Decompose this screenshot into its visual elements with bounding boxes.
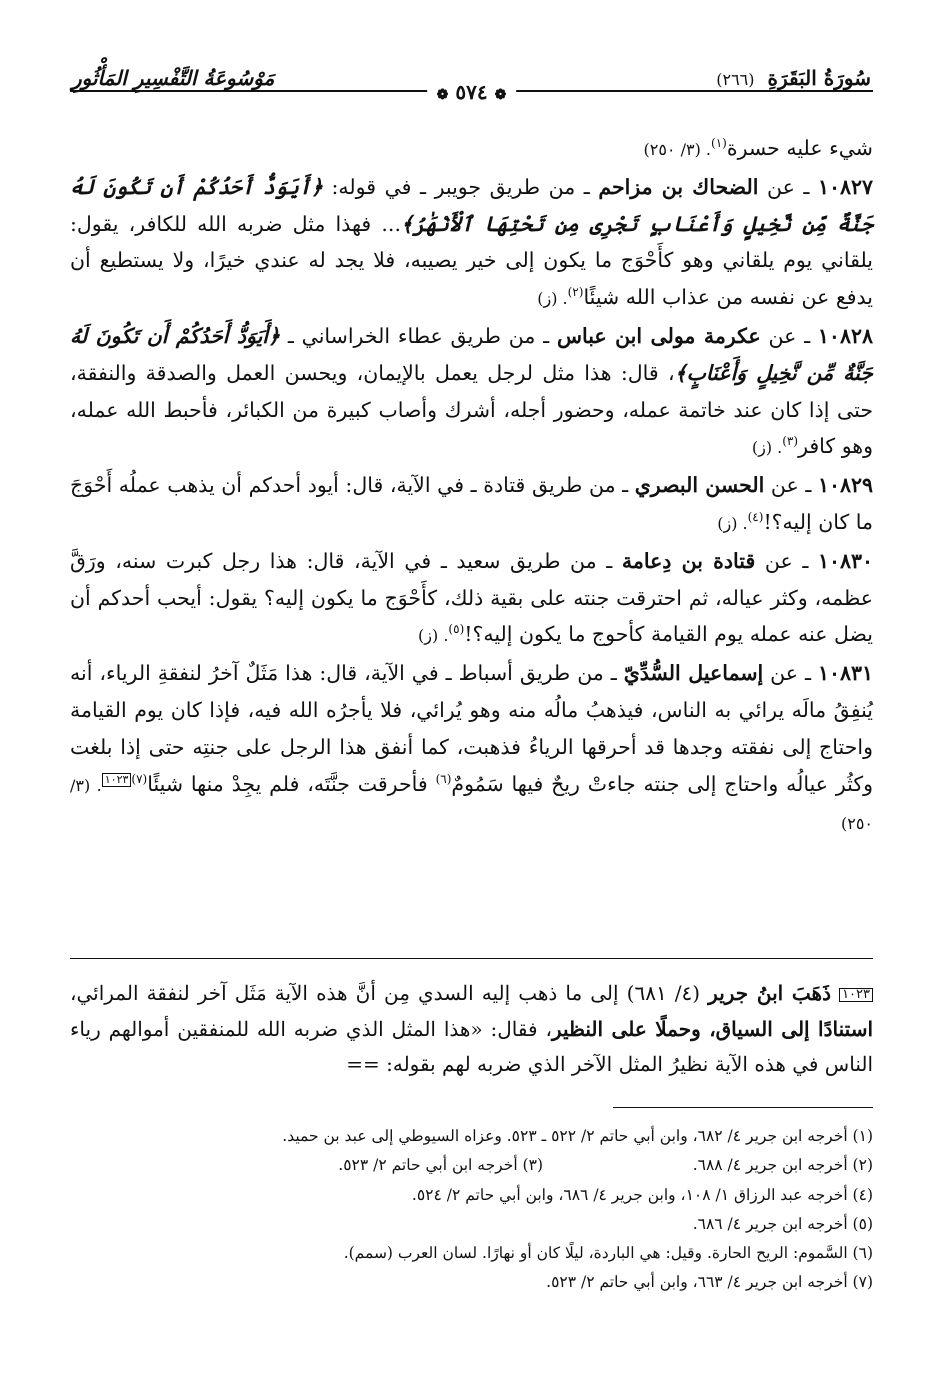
athar-10829 bbox=[70, 467, 873, 543]
volume-ref: . (ز) bbox=[717, 513, 748, 533]
quran-quote: ﴿أَيَوَدُّ أَحَدُكُمْ أَن تَكُونَ لَهُ جَنَّةٌ مِّن نَّخِيلٍ وَأَعْنَابٍ تَجْرِى مِن تَحْتِهَا ٱلْأَنْهَٰرُ﴾ bbox=[70, 174, 873, 236]
book-title: مَوْسُوعَةُ التَّفْسِيرِ المَأْثُورِ bbox=[72, 66, 275, 90]
text: ـ عن bbox=[764, 473, 818, 498]
athar-number: ١٠٨٢٩ bbox=[817, 473, 873, 498]
page-number-group bbox=[427, 80, 517, 104]
text: ـ من طريق عطاء الخراساني ـ bbox=[280, 323, 557, 348]
footnotes bbox=[70, 1122, 873, 1298]
footnote-1: (١) أخرجه ابن جرير ٤/ ٦٨٢، وابن أبي حاتم ٢/ ٥٢٢ ـ ٥٢٣. وعزاه السيوطي إلى عبد بن حميد. bbox=[282, 1127, 873, 1145]
footnote-4: (٤) أخرجه عبد الرزاق ١/ ١٠٨، وابن جرير ٤/ ٦٨٦، وابن أبي حاتم ٢/ ٥٢٤. bbox=[411, 1185, 873, 1204]
text: ـ عن bbox=[755, 548, 818, 573]
surah-heading bbox=[716, 66, 871, 90]
volume-ref: . (ز) bbox=[537, 289, 568, 309]
quran-quote: ﴿أَيَوَدُّ أَحَدُكُمْ أَن تَكُونَ لَهُ جَنَّةٌ مِّن نَّخِيلٍ وَأَعْنَابٍ﴾ bbox=[70, 323, 873, 385]
text: ـ من طريق قتادة ـ في الآية، قال: أيود أحدكم أن يذهب عملُه أَحْوَجَ ما كان إليه؟! bbox=[70, 473, 873, 534]
text: (٤/ ٦٨١) إلى ما ذهب إليه السدي مِن أنَّ هذه الآية مَثَل آخر لنفقة المرائي، bbox=[70, 981, 709, 1005]
commentary-note bbox=[70, 976, 873, 1083]
narrator-name: الحسن البصري bbox=[634, 473, 765, 498]
footnote-6: (٦) السَّموم: الريح الحارة. وقيل: هي الباردة، ليلًا كان أو نهارًا. لسان العرب (سمم). bbox=[343, 1244, 873, 1263]
volume-ref: . (ز) bbox=[418, 626, 449, 646]
footnote-ref[interactable]: (٥) bbox=[448, 622, 465, 637]
athar-10827 bbox=[70, 169, 873, 318]
text: ، قال: هذا مثل لرجل يعمل بالإيمان، ويحسن العمل والصدقة والنفقة، حتى إذا كان عند خاتمة عمله، وحضور أجله، أشرك وأصاب كبيرة من الكبائر، فأحبط الله عمله، وهو كافر bbox=[70, 360, 873, 459]
commentary-paragraph bbox=[70, 976, 873, 1083]
ornament-icon: ❁ bbox=[436, 87, 449, 103]
commentary-ref-box[interactable]: ١٠٢٣ bbox=[102, 773, 132, 787]
footnote-ref[interactable]: (٤) bbox=[747, 510, 764, 525]
volume-ref: . (ز) bbox=[751, 438, 783, 458]
text: ـ عن bbox=[758, 174, 818, 199]
athar-number: ١٠٨٣١ bbox=[817, 661, 873, 686]
footnote-7: (٧) أخرجه ابن جرير ٤/ ٦٦٣، وابن أبي حاتم ٢/ ٥٢٣. bbox=[546, 1273, 873, 1292]
footnote-3: (٣) أخرجه ابن أبي حاتم ٢/ ٥٢٣. bbox=[338, 1156, 543, 1175]
footnote-row bbox=[70, 1151, 873, 1180]
text: ـ من طريق جويبر ـ في قوله: bbox=[322, 174, 599, 199]
book-page bbox=[70, 0, 873, 1383]
footnote-ref[interactable]: (٧) bbox=[131, 771, 148, 786]
narrator-name: عكرمة مولى ابن عباس bbox=[556, 323, 761, 348]
narrator-name: قتادة بن دِعامة bbox=[621, 548, 756, 573]
paragraph-continuation bbox=[70, 130, 873, 169]
text: ـ عن bbox=[763, 661, 818, 686]
emphasis-text: استنادًا إلى السياق، وحملًا على النظير bbox=[551, 1016, 874, 1041]
text: ـ من طريق سعيد ـ في الآية، قال: هذا رجل كبرت سنه، ورَقَّ عظمه، وكثر عياله، ثم احترقت جنته على بقية ذلك، كأَحْوَج ما يكون إليه؟ يقول: أيحب أحدكم أن يضل عنه عمله يوم القيامة كأحوج ما يكون إليه؟! bbox=[70, 548, 873, 647]
athar-10831 bbox=[70, 655, 873, 843]
footnote-2: (٢) أخرجه ابن جرير ٤/ ٦٨٨. bbox=[692, 1156, 873, 1175]
volume-ref: . (٣/ ٢٥٠) bbox=[70, 775, 873, 834]
text: ـ عن bbox=[760, 323, 818, 348]
main-text bbox=[70, 130, 873, 843]
footnote-rule bbox=[613, 1107, 873, 1108]
athar-10828 bbox=[70, 318, 873, 467]
footnote-5: (٥) أخرجه ابن جرير ٤/ ٦٨٦. bbox=[692, 1214, 873, 1233]
text: ، فقال: «هذا المثل الذي ضربه الله للمنفقين أموالهم رياء الناس في هذه الآية نظيرُ المثل الآخر الذي ضربه لهم بقوله: == bbox=[70, 1016, 873, 1076]
athar-number: ١٠٨٣٠ bbox=[817, 548, 873, 573]
text: ـ من طريق أسباط ـ في الآية، قال: هذا مَثَلٌ آخرُ لنفقةِ الرياء، أنه يُنفِقُ مالَه يرائي به الناس، فيذهبُ مالُه منه وهو يُرائي، فلا يأجرُه الله فيه، فإذا كان يوم القيامة واحتاج إلى نفقته وجدها قد أحرقها الرياءُ فذهبت، كما أنفق هذا الرجل على جنتِه حتى إذا بلغت وكثُر عيالُه واحتاج إلى جنته جاءتْ ريحٌ فيها سَمُومٌ bbox=[70, 661, 873, 796]
text: شيء عليه حسرة bbox=[726, 136, 873, 160]
footnote-ref[interactable]: (٢) bbox=[567, 285, 584, 300]
scholar-name: ذَهَبَ ابنُ جرير bbox=[708, 981, 831, 1005]
text: فأحرقت جنَّتَه، فلم يجِدْ منها شيئًا bbox=[147, 771, 436, 796]
footnote-ref[interactable]: (١) bbox=[711, 136, 727, 151]
page-number: ٥٧٤ bbox=[455, 80, 488, 104]
commentary-number-box: ١٠٢٣ bbox=[839, 988, 873, 1002]
ornament-icon: ❁ bbox=[494, 87, 507, 103]
volume-ref: . (٣/ ٢٥٠) bbox=[643, 140, 712, 159]
text bbox=[831, 981, 839, 1005]
text: ... فهذا مثل ضربه الله للكافر، يقول: يلقاني يوم يلقاني وهو كأَحْوَج ما يكون إلى خير يصيبه، فلا يجد له عندي خيرًا، ولا يستطيع أن يدفع عن نفسه من عذاب الله شيئًا bbox=[70, 211, 873, 310]
footnote-ref[interactable]: (٣) bbox=[782, 434, 799, 449]
athar-10830 bbox=[70, 543, 873, 655]
surah-name: سُورَةُ البَقَرَةِ bbox=[767, 66, 871, 90]
narrator-name: إسماعيل السُّدِّيّ bbox=[623, 661, 764, 686]
narrator-name: الضحاك بن مزاحم bbox=[598, 174, 759, 199]
athar-number: ١٠٨٢٨ bbox=[817, 323, 873, 348]
note-rule bbox=[70, 958, 873, 959]
footnote-ref[interactable]: (٦) bbox=[435, 771, 452, 786]
verse-number: (٢٦٦) bbox=[716, 70, 755, 89]
athar-number: ١٠٨٢٧ bbox=[817, 174, 873, 199]
